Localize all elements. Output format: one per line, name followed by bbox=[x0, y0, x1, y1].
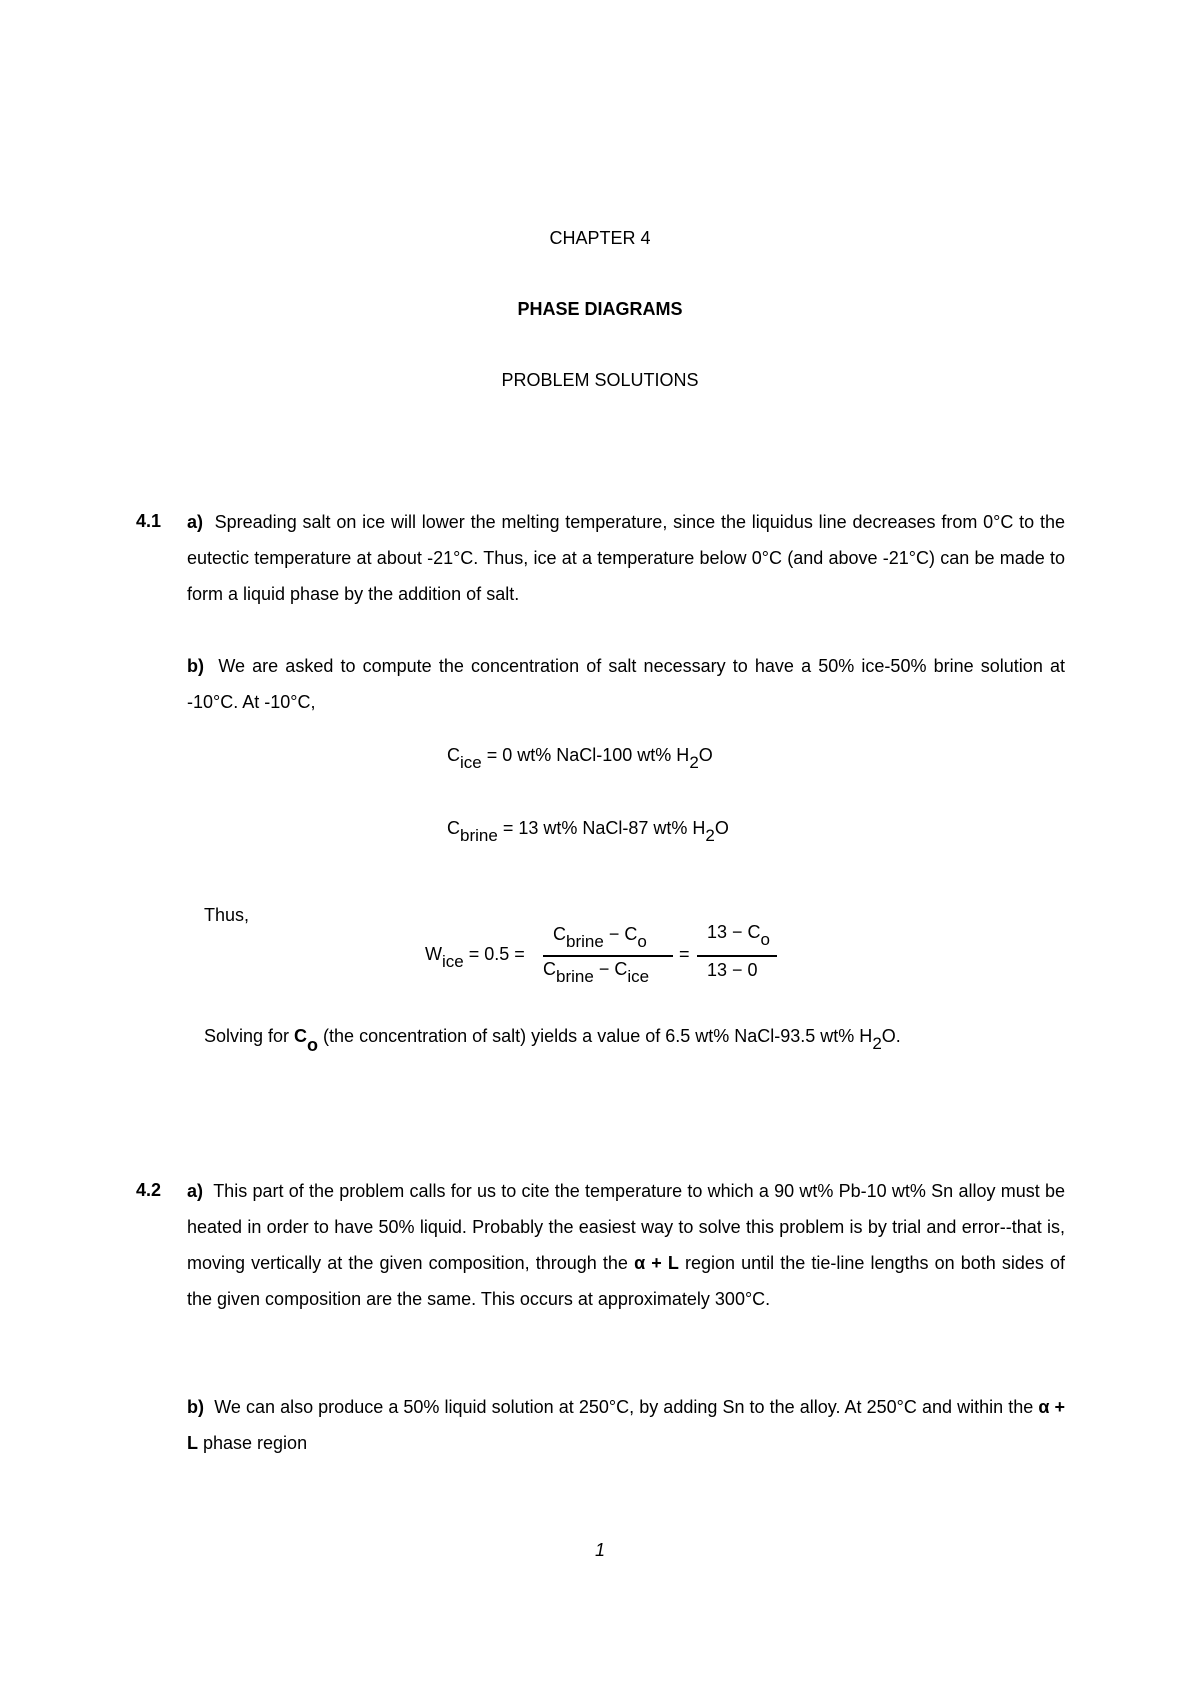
eq3-denominator-1 bbox=[543, 959, 650, 986]
alpha-plus-l-a: α + L bbox=[634, 1253, 679, 1273]
chapter-label: CHAPTER 4 bbox=[549, 228, 651, 248]
eq3-fraction-bar-1 bbox=[543, 955, 673, 957]
eq2-rhs-end: O bbox=[714, 818, 729, 838]
eq3-den1-subscript: brine bbox=[556, 967, 594, 986]
eq3-numerator-1 bbox=[553, 924, 647, 951]
eq3-lhs-value: = 0.5 = bbox=[463, 944, 525, 964]
part-b-text-4-2-end: phase region bbox=[198, 1433, 308, 1453]
equation-c-brine bbox=[447, 818, 729, 845]
problem-4-1-part-b bbox=[187, 648, 1065, 720]
eq3-lhs-subscript: ice bbox=[442, 952, 464, 971]
problem-4-2-part-b bbox=[187, 1389, 1065, 1461]
part-a-label-4-2: a) bbox=[187, 1181, 204, 1201]
solving-prefix: Solving for bbox=[204, 1026, 295, 1046]
eq3-equals: = bbox=[679, 944, 690, 964]
alpha-plus-l-b: α + L bbox=[187, 1397, 1065, 1453]
eq3-num2: 13 − C bbox=[707, 922, 761, 942]
eq3-lhs bbox=[425, 944, 525, 971]
part-b-label: b) bbox=[187, 656, 204, 676]
eq3-den1-op: − C bbox=[593, 959, 628, 979]
part-a-label: a) bbox=[187, 512, 204, 532]
thus-label: Thus, bbox=[204, 905, 250, 925]
solving-end: O. bbox=[881, 1026, 901, 1046]
eq2-subscript: brine bbox=[460, 826, 498, 845]
problem-number-4-2: 4.2 bbox=[136, 1180, 162, 1200]
eq3-num1-symbol: C bbox=[553, 924, 566, 944]
page-number: 1 bbox=[594, 1540, 605, 1560]
eq3-num1-b-subscript: o bbox=[637, 932, 647, 951]
problem-4-1-part-a bbox=[187, 504, 1065, 612]
equation-c-ice bbox=[447, 745, 713, 772]
eq1-rhs-end: O bbox=[698, 745, 713, 765]
eq3-lhs-symbol: W bbox=[425, 944, 442, 964]
eq2-rhs-subscript: 2 bbox=[705, 826, 715, 845]
eq3-den1-b-subscript: ice bbox=[627, 967, 650, 986]
part-b-label-4-2: b) bbox=[187, 1397, 204, 1417]
part-a-text-4-2-end: region until the tie-line lengths on both sides of the given composition are the same. This occurs at approximately 300°C. bbox=[187, 1253, 1066, 1309]
eq3-num1-subscript: brine bbox=[566, 932, 604, 951]
solving-line bbox=[204, 1026, 901, 1055]
eq3-fraction-bar-2 bbox=[697, 955, 777, 957]
part-a-text-4-2-start: This part of the problem calls for us to cite the temperature to which a 90 wt% Pb-10 wt% Sn alloy must be heated in order to have 50% liquid. Probably the easiest way to solve this problem is by trial and error--that is, moving vertically at the given composition, through the bbox=[187, 1181, 1065, 1273]
chapter-subtitle: PROBLEM SOLUTIONS bbox=[501, 370, 699, 390]
eq3-num2-subscript: o bbox=[760, 930, 771, 949]
part-b-text: We are asked to compute the concentration of salt necessary to have a 50% ice-50% brine solution at -10°C. At -10°C, bbox=[187, 656, 1065, 712]
solving-symbol-subscript: o bbox=[307, 1035, 319, 1055]
chapter-title: PHASE DIAGRAMS bbox=[517, 299, 683, 319]
eq1-subscript: ice bbox=[460, 753, 482, 772]
eq1-rhs: = 0 wt% NaCl-100 wt% H bbox=[481, 745, 690, 765]
eq2-symbol: C bbox=[447, 818, 460, 838]
eq3-numerator-2 bbox=[707, 922, 771, 949]
eq3-num1-op: − C bbox=[603, 924, 638, 944]
problem-4-2-part-a bbox=[187, 1173, 1065, 1317]
part-b-text-4-2-start: We can also produce a 50% liquid solution at 250°C, by adding Sn to the alloy. At 250°C and within the bbox=[214, 1397, 1039, 1417]
solving-mid: (the concentration of salt) yields a value of 6.5 wt% NaCl-93.5 wt% H bbox=[318, 1026, 873, 1046]
eq3-denominator-2: 13 − 0 bbox=[707, 960, 758, 980]
part-a-text: Spreading salt on ice will lower the melting temperature, since the liquidus line decreases from 0°C to the eutectic temperature at about -21°C. Thus, ice at a temperature below 0°C (and above -21°C) can be made to form a liquid phase by the addition of salt. bbox=[187, 512, 1065, 604]
problem-number-4-1: 4.1 bbox=[136, 511, 162, 531]
eq1-rhs-subscript: 2 bbox=[689, 753, 699, 772]
eq1-symbol: C bbox=[447, 745, 460, 765]
eq2-rhs: = 13 wt% NaCl-87 wt% H bbox=[497, 818, 706, 838]
eq3-den1-symbol: C bbox=[543, 959, 556, 979]
solving-symbol: C bbox=[294, 1026, 308, 1046]
solving-h2-subscript: 2 bbox=[872, 1034, 882, 1053]
